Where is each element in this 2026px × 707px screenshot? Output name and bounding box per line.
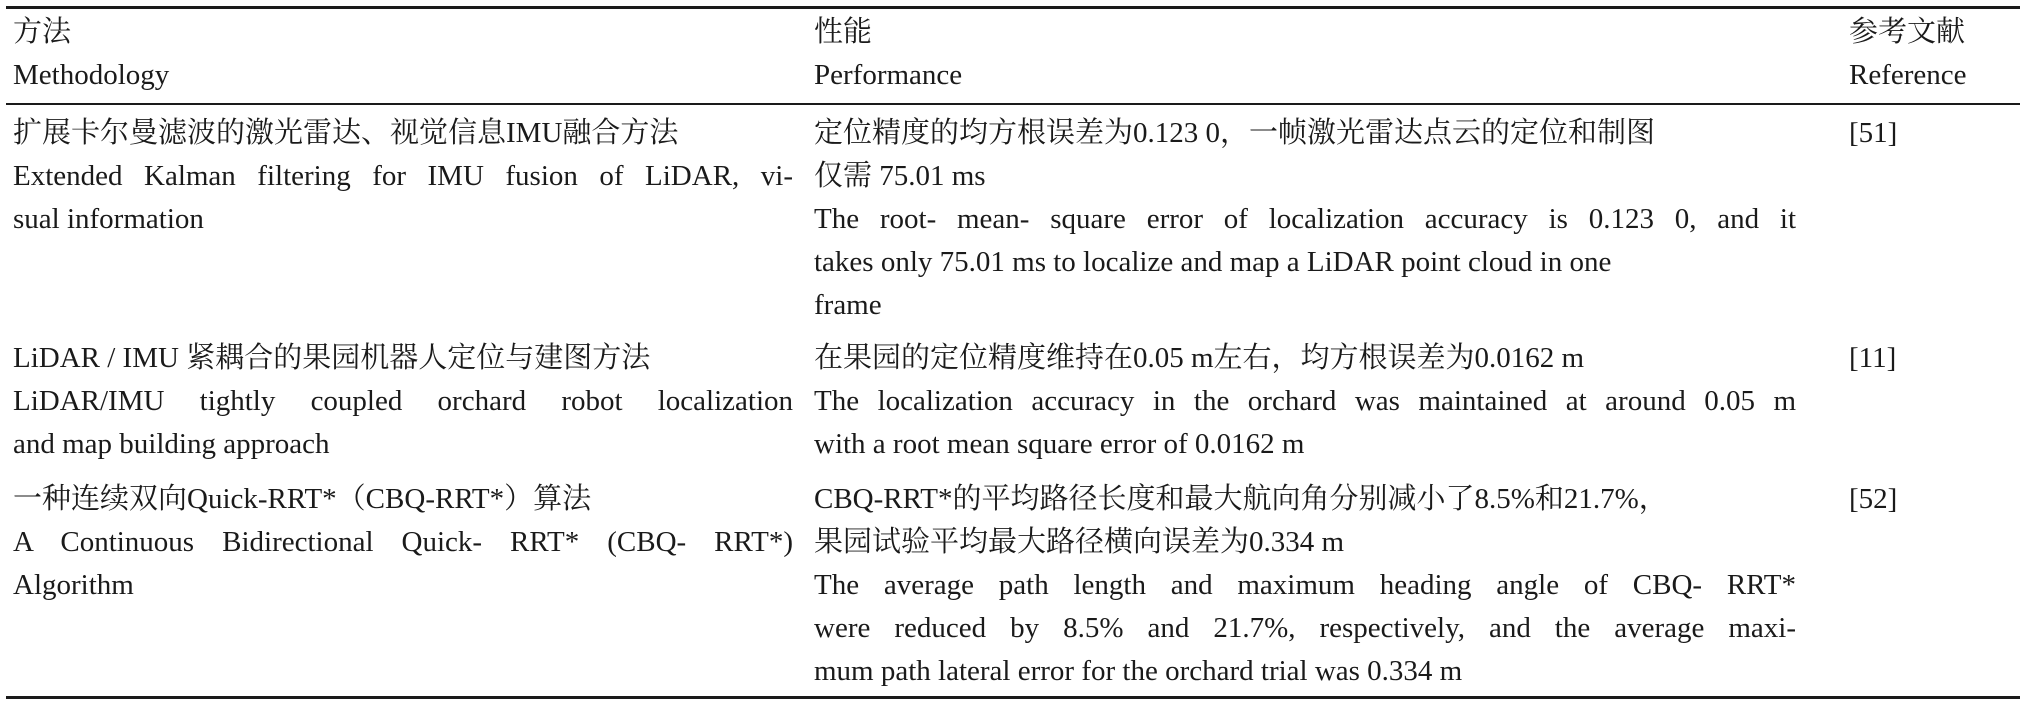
methodology-line: A Continuous Bidirectional Quick- RRT* (CBQ- RRT*) <box>13 526 793 558</box>
performance-line: takes only 75.01 ms to localize and map a LiDAR point cloud in one <box>814 246 1612 278</box>
performance-line: mum path lateral error for the orchard trial was 0.334 m <box>814 655 1463 687</box>
header-reference-en: Reference <box>1849 59 1967 91</box>
table-header-rule <box>6 103 2020 105</box>
header-methodology <box>13 11 793 97</box>
header-reference-cn: 参考文献 <box>1849 16 1966 48</box>
header-methodology-cn: 方法 <box>13 16 72 48</box>
table-top-rule <box>6 6 2020 9</box>
table-row-3-performance <box>814 478 1796 693</box>
table-row-1-methodology <box>13 112 793 241</box>
reference-label: [51] <box>1849 117 1898 149</box>
header-performance-cn: 性能 <box>814 16 873 48</box>
performance-line: CBQ-RRT*的平均路径长度和最大航向角分别减小了8.5%和21.7%， <box>814 483 1668 515</box>
performance-line: frame <box>814 289 882 321</box>
performance-line: 在果园的定位精度维持在0.05 m左右，均方根误差为0.0162 m <box>814 342 1585 374</box>
performance-line: 仅需 75.01 ms <box>814 160 986 192</box>
table-row-1-reference <box>1849 112 2019 155</box>
table-row-2-reference <box>1849 337 2019 380</box>
methodology-line: Algorithm <box>13 569 134 601</box>
header-performance-en: Performance <box>814 59 963 91</box>
header-performance <box>814 11 1796 97</box>
reference-label: [52] <box>1849 483 1898 515</box>
methodology-line: 扩展卡尔曼滤波的激光雷达、视觉信息IMU融合方法 <box>13 117 679 149</box>
methodology-line: sual information <box>13 203 204 235</box>
table-row-3-methodology <box>13 478 793 607</box>
performance-line: The root- mean- square error of localization accuracy is 0.123 0, and it <box>814 203 1796 235</box>
methodology-line: and map building approach <box>13 428 330 460</box>
table-row-1-performance <box>814 112 1796 327</box>
methodology-line: 一种连续双向Quick-RRT*（CBQ-RRT*）算法 <box>13 483 592 515</box>
header-reference <box>1849 11 2019 97</box>
performance-line: 果园试验平均最大路径横向误差为0.334 m <box>814 526 1345 558</box>
performance-line: 定位精度的均方根误差为0.123 0，一帧激光雷达点云的定位和制图 <box>814 117 1656 149</box>
performance-line: The average path length and maximum heading angle of CBQ- RRT* <box>814 569 1796 601</box>
performance-line: The localization accuracy in the orchard was maintained at around 0.05 m <box>814 385 1796 417</box>
table-row-2-performance <box>814 337 1796 466</box>
methodology-line: Extended Kalman filtering for IMU fusion of LiDAR, vi- <box>13 160 793 192</box>
methodology-line: LiDAR / IMU 紧耦合的果园机器人定位与建图方法 <box>13 342 651 374</box>
performance-line: with a root mean square error of 0.0162 m <box>814 428 1305 460</box>
table-row-2-methodology <box>13 337 793 466</box>
table-row-3-reference <box>1849 478 2019 521</box>
reference-label: [11] <box>1849 342 1897 374</box>
header-methodology-en: Methodology <box>13 59 170 91</box>
methodology-line: LiDAR/IMU tightly coupled orchard robot localization <box>13 385 793 417</box>
table-bottom-rule <box>6 696 2020 699</box>
performance-line: were reduced by 8.5% and 21.7%, respectively, and the average maxi- <box>814 612 1796 644</box>
